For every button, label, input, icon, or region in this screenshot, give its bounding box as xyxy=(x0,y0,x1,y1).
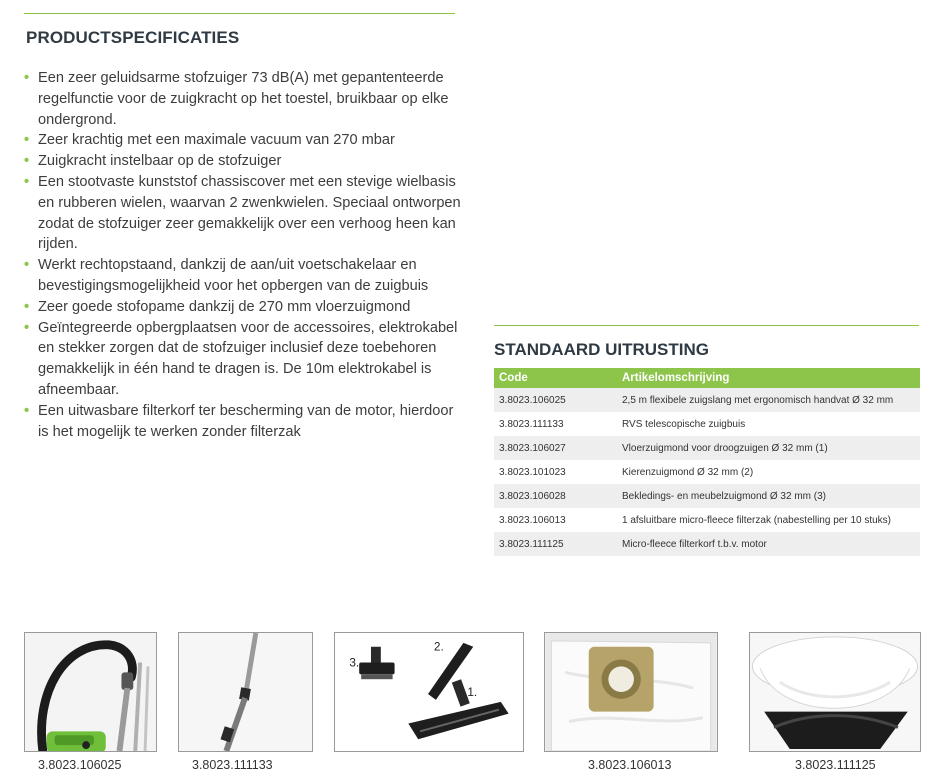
standard-equipment-heading: STANDAARD UITRUSTING xyxy=(494,340,710,359)
spec-item: • Een zeer geluidsarme stofzuiger 73 dB(A) met gepantenteerde regelfunctie voor de zuigkracht op het toestel, bruikbaar op elke ondergrond. xyxy=(24,70,449,128)
hose-illustration xyxy=(25,633,156,751)
description-cell: 1 afsluitbare micro-fleece filterzak (nabestelling per 10 stuks) xyxy=(617,508,920,532)
nozzle-label-2: 2. xyxy=(433,639,444,654)
code-cell: 3.8023.101023 xyxy=(494,460,617,484)
table-row xyxy=(494,508,920,532)
filter-bag-illustration xyxy=(545,633,717,751)
filter-bag-photo xyxy=(544,632,718,752)
code-cell: 3.8023.111125 xyxy=(494,532,617,556)
description-cell: Vloerzuigmond voor droogzuigen Ø 32 mm (1) xyxy=(617,436,920,460)
hose-caption: 3.8023.106025 xyxy=(38,758,122,772)
bullet-icon: • xyxy=(24,319,30,336)
bullet-icon: • xyxy=(24,257,30,274)
bullet-icon: • xyxy=(24,132,30,149)
spec-item: • Zeer krachtig met een maximale vacuum van 270 mbar xyxy=(24,130,464,151)
table-row xyxy=(494,532,920,556)
description-cell: 2,5 m flexibele zuigslang met ergonomisch handvat Ø 32 mm xyxy=(617,388,920,412)
bullet-icon: • xyxy=(24,70,30,86)
description-column-header: Artikelomschrijving xyxy=(617,368,920,388)
table-row xyxy=(494,388,920,412)
filter-basket-caption: 3.8023.111125 xyxy=(795,758,876,772)
code-column-header: Code xyxy=(494,368,617,388)
bullet-icon: • xyxy=(24,402,30,419)
filter-bag-caption: 3.8023.106013 xyxy=(588,758,672,772)
product-specs-heading: PRODUCTSPECIFICATIES xyxy=(26,28,240,47)
filter-basket-illustration xyxy=(750,633,920,751)
filter-basket-photo xyxy=(749,632,921,752)
nozzle-label-3: 3. xyxy=(349,655,360,670)
description-cell: RVS telescopische zuigbuis xyxy=(617,412,920,436)
table-header-row xyxy=(494,368,920,388)
description-cell: Bekledings- en meubelzuigmond Ø 32 mm (3) xyxy=(617,484,920,508)
code-cell: 3.8023.106028 xyxy=(494,484,617,508)
tube-illustration xyxy=(179,633,312,751)
description-cell: Kierenzuigmond Ø 32 mm (2) xyxy=(617,460,920,484)
bullet-icon: • xyxy=(24,153,30,170)
table-row xyxy=(494,436,920,460)
bullet-icon: • xyxy=(24,173,30,190)
equipment-table xyxy=(494,368,920,556)
spec-item: • Een stootvaste kunststof chassiscover met een stevige wielbasis en rubberen wielen, waarvan 2 zwenkwielen. Speciaal ontworpen zodat de stofzuiger zeer gemakkelijk over een verhoog heen kan rijden. xyxy=(24,173,461,253)
code-cell: 3.8023.106027 xyxy=(494,436,617,460)
telescopic-tube-photo xyxy=(178,632,313,752)
nozzles-illustration xyxy=(335,633,523,751)
bullet-icon: • xyxy=(24,298,30,315)
spec-item: • Werkt rechtopstaand, dankzij de aan/uit voetschakelaar en bevestigingsmogelijkheid voor het opbergen van de zuigbuis xyxy=(24,257,429,294)
code-cell: 3.8023.106025 xyxy=(494,388,617,412)
table-row xyxy=(494,484,920,508)
top-divider-right xyxy=(494,325,919,326)
nozzle-label-1: 1. xyxy=(467,684,478,699)
product-specs-list xyxy=(24,68,464,442)
code-cell: 3.8023.106013 xyxy=(494,508,617,532)
spec-item: • Zuigkracht instelbaar op de stofzuiger xyxy=(24,151,464,172)
nozzles-photo xyxy=(334,632,524,752)
tube-caption: 3.8023.111133 xyxy=(192,758,273,772)
top-divider-left xyxy=(24,13,455,14)
spec-item: • Een uitwasbare filterkorf ter bescherming van de motor, hierdoor is het mogelijk te werken zonder filterzak xyxy=(24,402,454,440)
hose-photo xyxy=(24,632,157,752)
table-row xyxy=(494,412,920,436)
spec-item: • Geïntegreerde opbergplaatsen voor de accessoires, elektrokabel en stekker zorgen dat de stofzuiger inclusief deze toebehoren gemakkelijk in één hand te dragen is. De 10m elektrokabel is afneembaar. xyxy=(24,319,458,398)
table-row xyxy=(494,460,920,484)
code-cell: 3.8023.111133 xyxy=(494,412,617,436)
spec-item: • Zeer goede stofopame dankzij de 270 mm vloerzuigmond xyxy=(24,297,464,318)
description-cell: Micro-fleece filterkorf t.b.v. motor xyxy=(617,532,920,556)
